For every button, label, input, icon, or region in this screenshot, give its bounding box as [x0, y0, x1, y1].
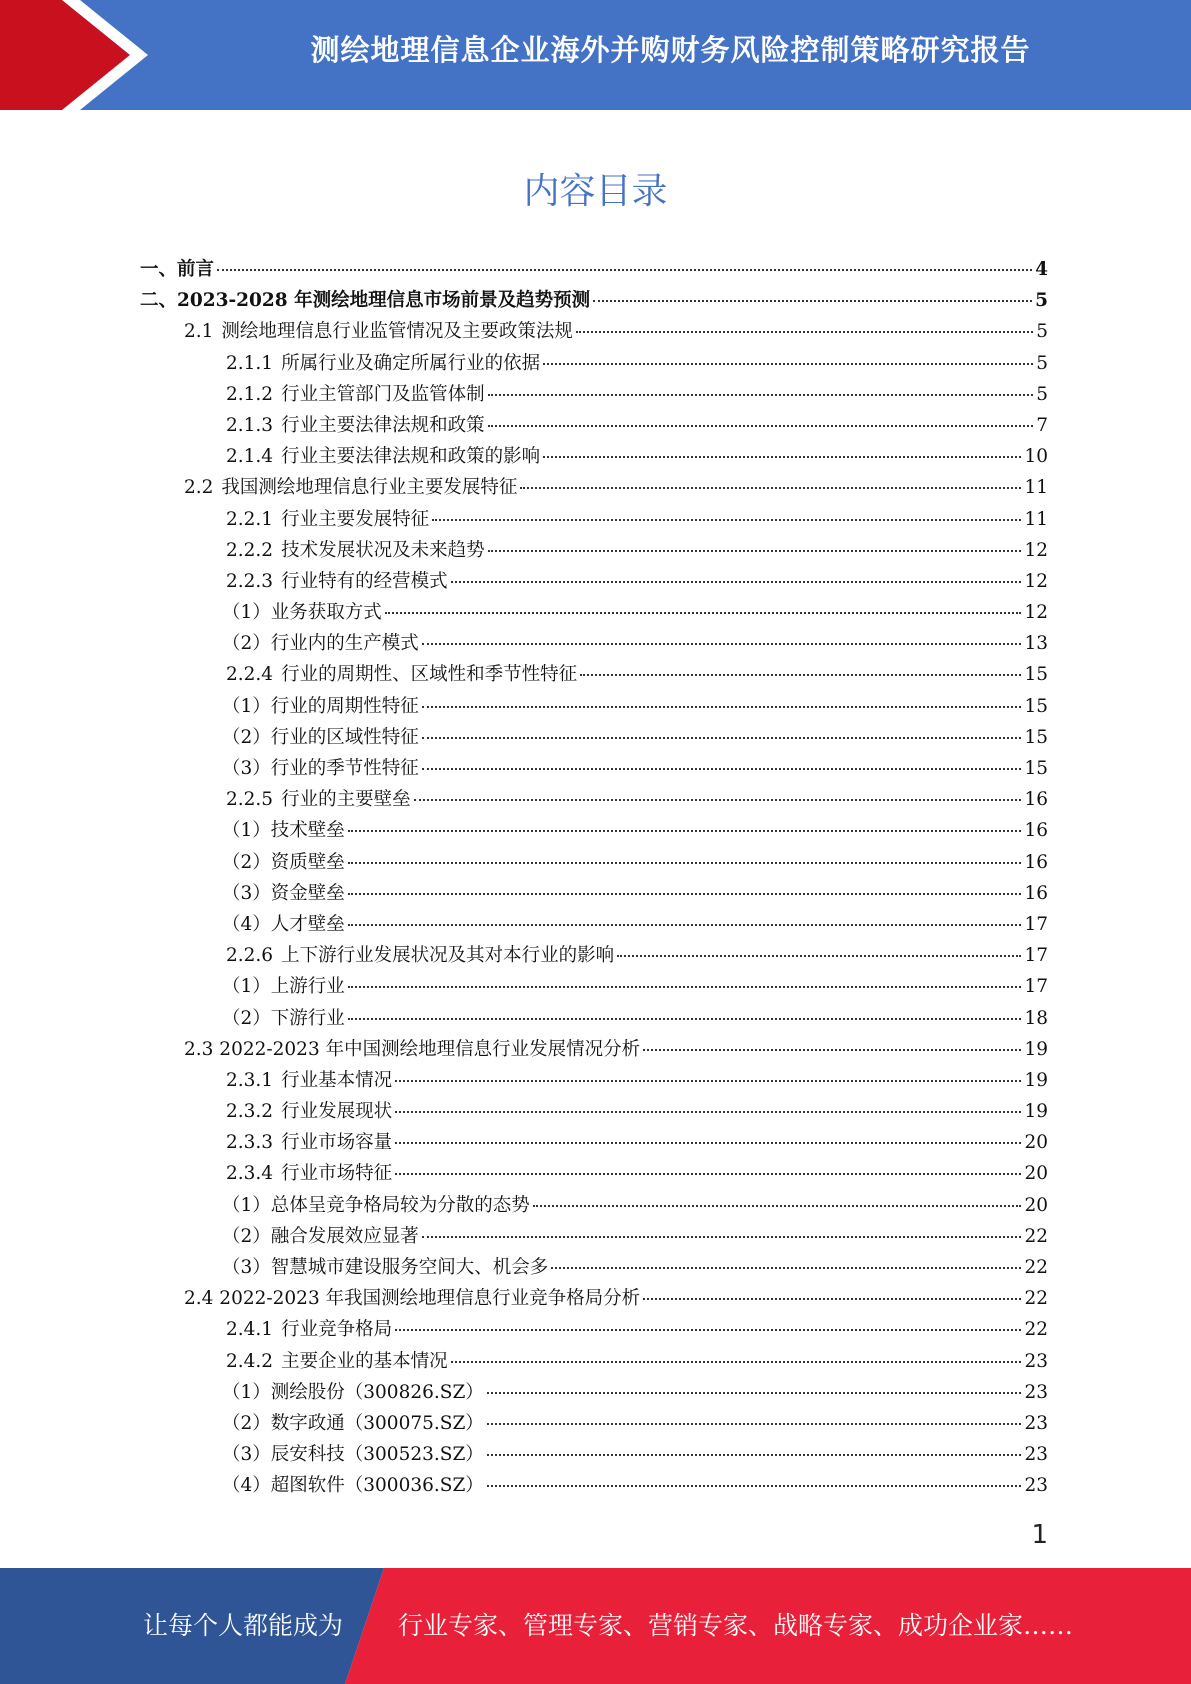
toc-entry-number: 2.4.1 — [226, 1319, 274, 1341]
toc-entry-page: 22 — [1024, 1288, 1048, 1310]
toc-entry-number: 2.2.4 — [226, 664, 274, 686]
toc-heading: 内容目录 — [523, 171, 668, 212]
toc-dot-leader — [422, 737, 1022, 739]
toc-entry-title: 一、前言 — [140, 259, 215, 280]
toc-entry-title: 行业主管部门及监管体制 — [281, 383, 485, 405]
toc-dot-leader — [488, 394, 1034, 396]
toc-entry-number: 2.1.1 — [226, 352, 274, 374]
toc-entry[interactable] — [140, 1035, 1048, 1066]
toc-entry-title: （1）测绘股份（300826.SZ） — [222, 1381, 484, 1403]
toc-entry-page: 17 — [1024, 913, 1048, 935]
toc-entry-number: 2.3.4 — [226, 1163, 274, 1185]
toc-dot-leader — [395, 1111, 1021, 1113]
toc-dot-leader — [543, 363, 1033, 365]
toc-entry-page: 22 — [1024, 1257, 1048, 1278]
toc-dot-leader — [385, 612, 1022, 614]
toc-entry[interactable] — [140, 785, 1048, 816]
toc-entry[interactable] — [140, 442, 1048, 473]
toc-entry-title: （1）总体呈竞争格局较为分散的态势 — [222, 1194, 530, 1216]
toc-entry-title: （1）上游行业 — [222, 976, 345, 998]
toc-entry[interactable] — [140, 598, 1048, 629]
toc-entry[interactable] — [140, 910, 1048, 941]
toc-entry[interactable] — [140, 567, 1048, 598]
toc-dot-leader — [533, 1205, 1022, 1207]
toc-entry-page: 20 — [1024, 1194, 1048, 1216]
toc-entry[interactable] — [140, 349, 1048, 380]
toc-entry-title: 行业基本情况 — [281, 1069, 393, 1091]
header-banner — [0, 0, 1191, 110]
toc-entry[interactable] — [140, 1222, 1048, 1253]
toc-dot-leader — [643, 1298, 1021, 1300]
toc-entry-page: 4 — [1035, 259, 1048, 280]
toc-dot-leader — [217, 269, 1032, 271]
toc-dot-leader — [422, 643, 1022, 645]
toc-entry-title: （2）行业的区域性特征 — [222, 726, 419, 748]
toc-dot-leader — [422, 1236, 1022, 1238]
toc-entry[interactable] — [140, 1409, 1048, 1440]
toc-entry[interactable] — [140, 723, 1048, 754]
toc-dot-leader — [488, 550, 1022, 552]
toc-entry-page: 13 — [1024, 633, 1048, 655]
toc-entry-number: 2.4.2 — [226, 1350, 274, 1372]
toc-entry-page: 5 — [1035, 290, 1048, 312]
toc-entry-page: 11 — [1024, 477, 1048, 499]
toc-entry-number: 2.2 — [184, 477, 214, 499]
toc-dot-leader — [422, 768, 1022, 770]
footer-slogan-right: 行业专家、管理专家、营销专家、战略专家、成功企业家…… — [398, 1611, 1074, 1640]
toc-entry-page: 19 — [1024, 1069, 1048, 1091]
toc-entry-title: 二、2023-2028 年测绘地理信息市场前景及趋势预测 — [140, 290, 591, 312]
toc-entry-page: 16 — [1024, 882, 1048, 904]
toc-entry-title: （2）行业内的生产模式 — [222, 633, 419, 655]
toc-entry-page: 15 — [1024, 695, 1048, 717]
toc-dot-leader — [643, 1049, 1021, 1051]
toc-entry-page: 23 — [1024, 1475, 1048, 1497]
toc-entry-page: 11 — [1024, 508, 1048, 530]
toc-entry-title: 行业市场特征 — [281, 1163, 393, 1185]
toc-entry-title: 行业主要法律法规和政策的影响 — [281, 446, 541, 468]
toc-entry-page: 12 — [1024, 570, 1048, 592]
toc-entry-title: 行业主要发展特征 — [281, 508, 430, 530]
toc-entry-title: （1）技术壁垒 — [222, 820, 345, 842]
toc-entry[interactable] — [140, 505, 1048, 536]
toc-dot-leader — [432, 519, 1021, 521]
toc-entry-page: 15 — [1024, 758, 1048, 779]
toc-entry-page: 17 — [1024, 976, 1048, 998]
toc-entry[interactable] — [140, 1378, 1048, 1409]
toc-entry-page: 23 — [1024, 1412, 1048, 1434]
toc-entry-page: 23 — [1024, 1444, 1048, 1466]
toc-entry-number: 2.2.1 — [226, 508, 274, 530]
toc-entry-title: 行业发展现状 — [281, 1101, 393, 1123]
toc-entry[interactable] — [140, 879, 1048, 910]
toc-dot-leader — [348, 893, 1022, 895]
toc-dot-leader — [395, 1173, 1021, 1175]
toc-entry-title: 主要企业的基本情况 — [281, 1350, 448, 1372]
toc-entry-page: 7 — [1036, 414, 1048, 436]
report-title: 测绘地理信息企业海外并购财务风险控制策略研究报告 — [310, 33, 1031, 67]
toc-dot-leader — [487, 1454, 1022, 1456]
toc-dot-leader — [520, 487, 1021, 489]
toc-entry-number: 2.2.5 — [226, 789, 274, 811]
page-number: 1 — [1031, 1520, 1048, 1550]
toc-entry-page: 20 — [1024, 1163, 1048, 1185]
toc-entry-page: 15 — [1024, 726, 1048, 748]
footer-slogan-left: 让每个人都能成为 — [143, 1611, 344, 1640]
toc-dot-leader — [395, 1080, 1021, 1082]
toc-entry-title: （4）人才壁垒 — [222, 913, 345, 935]
toc-entry-number: 2.1 — [184, 321, 214, 343]
toc-entry-title: （4）超图软件（300036.SZ） — [222, 1475, 484, 1497]
toc-entry-title: （2）资质壁垒 — [222, 851, 345, 873]
toc-dot-leader — [580, 674, 1021, 676]
toc-entry-number: 2.1.3 — [226, 414, 274, 436]
toc-entry-page: 22 — [1024, 1225, 1048, 1247]
toc-entry-title: 行业的周期性、区域性和季节性特征 — [281, 664, 578, 686]
toc-dot-leader — [543, 456, 1021, 458]
toc-dot-leader — [395, 1142, 1021, 1144]
toc-entry-page: 23 — [1024, 1381, 1048, 1403]
toc-entry-number: 2.3.3 — [226, 1132, 274, 1154]
toc-entry-page: 23 — [1024, 1350, 1048, 1372]
toc-entry-title: （3）行业的季节性特征 — [222, 758, 419, 779]
toc-entry[interactable] — [140, 380, 1048, 411]
toc-entry[interactable] — [140, 660, 1048, 691]
toc-entry-title: 行业主要法律法规和政策 — [281, 414, 485, 436]
toc-entry-title: 2.4 2022-2023 年我国测绘地理信息行业竞争格局分析 — [184, 1288, 641, 1310]
toc-entry[interactable] — [140, 941, 1048, 972]
toc-entry-title: （3）智慧城市建设服务空间大、机会多 — [222, 1257, 549, 1278]
toc-entry-title: （2）数字政通（300075.SZ） — [222, 1412, 484, 1434]
toc-entry-page: 16 — [1024, 789, 1048, 811]
toc-dot-leader — [451, 1361, 1022, 1363]
toc-entry-page: 12 — [1024, 539, 1048, 561]
toc-entry-number: 2.2.3 — [226, 570, 274, 592]
toc-entry-number: 2.2.6 — [226, 945, 274, 967]
toc-entry[interactable] — [140, 754, 1048, 785]
toc-dot-leader — [488, 425, 1034, 427]
toc-entry-title: 所属行业及确定所属行业的依据 — [281, 352, 541, 374]
toc-entry-title: 测绘地理信息行业监管情况及主要政策法规 — [221, 321, 573, 343]
toc-entry[interactable] — [140, 1471, 1048, 1502]
toc-entry[interactable] — [140, 1128, 1048, 1159]
toc-dot-leader — [348, 1018, 1022, 1020]
toc-dot-leader — [487, 1485, 1022, 1487]
toc-entry-title: （3）辰安科技（300523.SZ） — [222, 1444, 484, 1466]
toc-dot-leader — [576, 331, 1033, 333]
toc-entry-number: 2.3.2 — [226, 1101, 274, 1123]
toc-entry-title: （2）下游行业 — [222, 1007, 345, 1029]
toc-dot-leader — [414, 799, 1022, 801]
toc-dot-leader — [551, 1267, 1021, 1269]
toc-entry[interactable] — [140, 1066, 1048, 1097]
toc-entry[interactable] — [140, 692, 1048, 723]
toc-entry-page: 17 — [1024, 945, 1048, 967]
toc-dot-leader — [593, 300, 1032, 302]
toc-entry[interactable] — [140, 1347, 1048, 1378]
toc-entry-title: 我国测绘地理信息行业主要发展特征 — [221, 477, 518, 499]
toc-entry-page: 5 — [1036, 352, 1048, 374]
toc-dot-leader — [395, 1329, 1021, 1331]
toc-entry[interactable] — [140, 286, 1048, 317]
toc-entry[interactable] — [140, 629, 1048, 660]
toc-entry-page: 5 — [1036, 321, 1048, 343]
toc-entry-page: 22 — [1024, 1319, 1048, 1341]
toc-entry-title: （2）融合发展效应显著 — [222, 1225, 419, 1247]
toc-entry[interactable] — [140, 411, 1048, 442]
toc-entry-page: 19 — [1024, 1038, 1048, 1060]
toc-entry[interactable] — [140, 473, 1048, 504]
toc-dot-leader — [348, 830, 1022, 832]
toc-entry[interactable] — [140, 317, 1048, 348]
table-of-contents — [140, 255, 1048, 1503]
toc-entry-title: （1）行业的周期性特征 — [222, 695, 419, 717]
toc-entry[interactable] — [140, 1253, 1048, 1284]
toc-dot-leader — [487, 1423, 1022, 1425]
toc-entry[interactable] — [140, 848, 1048, 879]
toc-entry-title: （3）资金壁垒 — [222, 882, 345, 904]
toc-entry[interactable] — [140, 1315, 1048, 1346]
toc-entry-title: 行业的主要壁垒 — [281, 789, 411, 811]
toc-entry-page: 16 — [1024, 820, 1048, 842]
toc-entry-title: 行业市场容量 — [281, 1132, 393, 1154]
toc-entry-page: 15 — [1024, 664, 1048, 686]
toc-entry-page: 20 — [1024, 1132, 1048, 1154]
toc-entry-number: 2.1.2 — [226, 383, 274, 405]
toc-entry-title: 行业特有的经营模式 — [281, 570, 448, 592]
toc-entry-page: 5 — [1036, 383, 1048, 405]
toc-entry-title: 行业竞争格局 — [281, 1319, 393, 1341]
toc-entry[interactable] — [140, 1097, 1048, 1128]
toc-dot-leader — [487, 1392, 1022, 1394]
toc-entry-number: 2.2.2 — [226, 539, 274, 561]
toc-entry-page: 12 — [1024, 602, 1048, 624]
toc-entry[interactable] — [140, 1440, 1048, 1471]
toc-dot-leader — [451, 581, 1022, 583]
toc-dot-leader — [348, 862, 1022, 864]
toc-entry[interactable] — [140, 1284, 1048, 1315]
toc-entry[interactable] — [140, 972, 1048, 1003]
toc-entry-title: 技术发展状况及未来趋势 — [281, 539, 485, 561]
toc-entry-page: 16 — [1024, 851, 1048, 873]
toc-entry-title: （1）业务获取方式 — [222, 602, 382, 624]
toc-entry[interactable] — [140, 1159, 1048, 1190]
toc-entry[interactable] — [140, 816, 1048, 847]
toc-entry[interactable] — [140, 255, 1048, 286]
toc-entry[interactable] — [140, 1191, 1048, 1222]
toc-dot-leader — [422, 706, 1022, 708]
toc-entry-number: 2.1.4 — [226, 446, 274, 468]
toc-entry-page: 18 — [1024, 1007, 1048, 1029]
toc-entry-title: 2.3 2022-2023 年中国测绘地理信息行业发展情况分析 — [184, 1038, 641, 1060]
toc-entry-number: 2.3.1 — [226, 1069, 274, 1091]
footer-banner — [0, 1568, 1191, 1684]
toc-dot-leader — [348, 986, 1022, 988]
toc-dot-leader — [617, 955, 1021, 957]
toc-entry-page: 10 — [1024, 446, 1048, 468]
toc-dot-leader — [348, 924, 1022, 926]
toc-entry-page: 19 — [1024, 1101, 1048, 1123]
toc-entry-title: 上下游行业发展状况及其对本行业的影响 — [281, 945, 615, 967]
toc-entry[interactable] — [140, 1004, 1048, 1035]
toc-entry[interactable] — [140, 536, 1048, 567]
